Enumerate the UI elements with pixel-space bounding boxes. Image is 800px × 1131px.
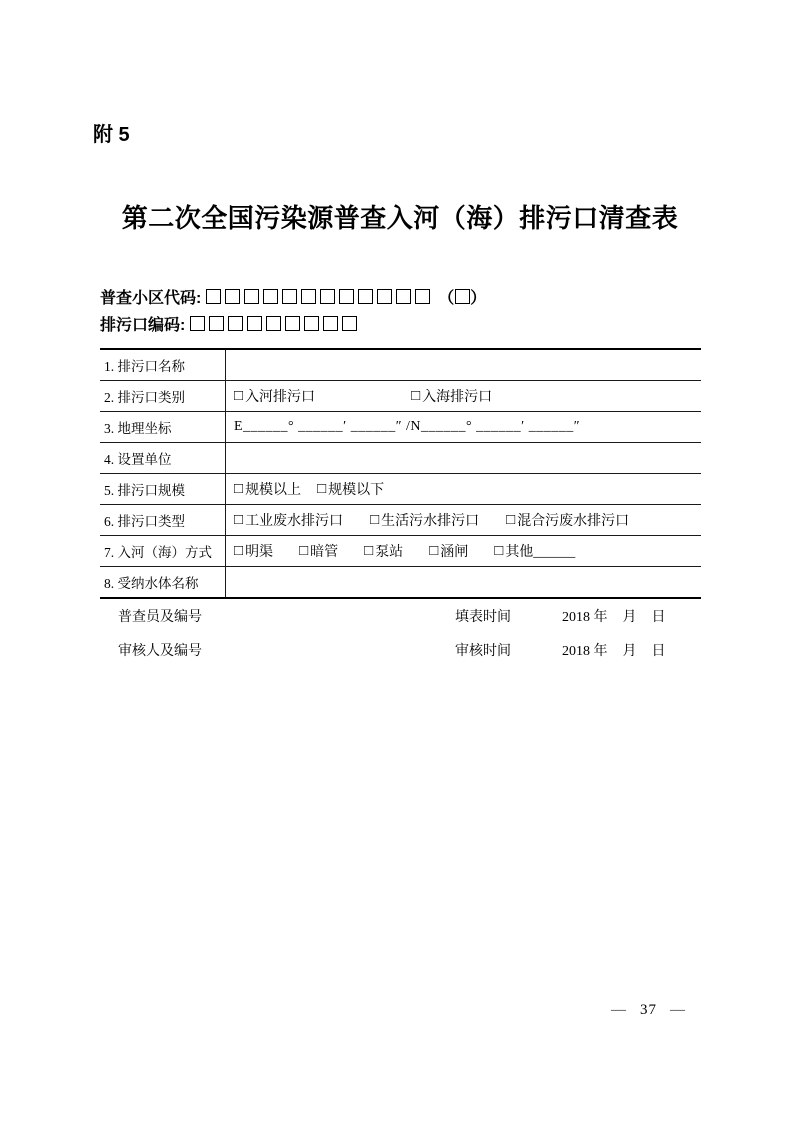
outfall-code-label: 排污口编码:: [100, 317, 186, 334]
paren-open: （: [438, 290, 455, 307]
row-value-cell[interactable]: [226, 350, 701, 380]
checkbox-icon[interactable]: □: [234, 480, 244, 497]
table-row: [100, 443, 701, 474]
census-area-code-label: 普查小区代码:: [100, 290, 202, 307]
review-year-text: 2018 年: [562, 644, 608, 659]
code-box[interactable]: [263, 289, 278, 304]
table-row: [100, 350, 701, 381]
code-box[interactable]: [301, 289, 316, 304]
footer-row-surveyor: [0, 606, 800, 626]
page-number: [611, 1002, 686, 1019]
check-digit-box: [454, 290, 470, 307]
form-title: 第二次全国污染源普查入河（海）排污口清查表: [121, 203, 679, 233]
form-table: [100, 348, 701, 599]
checkbox-option[interactable]: [494, 541, 575, 561]
option-label: 规模以上: [245, 483, 302, 498]
checkbox-icon[interactable]: □: [234, 542, 244, 559]
row-label: 6. 排污口类型: [100, 505, 226, 535]
checkbox-icon[interactable]: □: [370, 511, 380, 528]
page-number-dash-right: —: [670, 1002, 686, 1018]
option-label: 涵闸: [440, 545, 469, 560]
outfall-code-line: [100, 312, 486, 339]
review-date: [562, 640, 666, 660]
code-box[interactable]: [247, 316, 262, 331]
code-box[interactable]: [320, 289, 335, 304]
option-label: 入河排污口: [245, 390, 316, 405]
option-label: 泵站: [375, 545, 404, 560]
checkbox-option[interactable]: [506, 510, 629, 530]
fill-year-text: 2018 年: [562, 610, 608, 625]
review-time-label: 审核时间: [455, 644, 511, 659]
checkbox-option[interactable]: [364, 541, 403, 561]
checkbox-icon[interactable]: □: [411, 387, 421, 404]
review-day-text: 日: [651, 644, 666, 659]
row-label: 7. 入河（海）方式: [100, 536, 226, 566]
checkbox-icon[interactable]: □: [317, 480, 327, 497]
checkbox-icon[interactable]: □: [429, 542, 439, 559]
checkbox-option[interactable]: [234, 479, 301, 499]
code-box[interactable]: [209, 316, 224, 331]
page-number-value: 37: [640, 1002, 657, 1018]
row-value-cell[interactable]: [226, 536, 701, 566]
row-value-cell[interactable]: [226, 567, 701, 597]
option-label: 暗管: [310, 545, 339, 560]
row-label: 2. 排污口类别: [100, 381, 226, 411]
option-label: 规模以下: [328, 483, 385, 498]
code-box[interactable]: [342, 316, 357, 331]
row-value-cell[interactable]: [226, 505, 701, 535]
row-value-cell[interactable]: [226, 443, 701, 473]
row-label: 8. 受纳水体名称: [100, 567, 226, 597]
code-box[interactable]: [244, 289, 259, 304]
checkbox-icon[interactable]: □: [494, 542, 504, 559]
row-label: 5. 排污口规模: [100, 474, 226, 504]
footer-row-reviewer: [0, 640, 800, 660]
option-label: 其他______: [505, 545, 576, 560]
table-row: [100, 536, 701, 567]
census-area-code-boxes: [206, 290, 434, 307]
code-box[interactable]: [396, 289, 411, 304]
checkbox-option[interactable]: [411, 386, 492, 406]
checkbox-icon[interactable]: □: [234, 511, 244, 528]
table-row: [100, 474, 701, 505]
checkbox-option[interactable]: [429, 541, 468, 561]
fill-time-label: 填表时间: [455, 610, 511, 625]
checkbox-icon[interactable]: □: [299, 542, 309, 559]
outfall-code-boxes: [190, 317, 361, 334]
checkbox-option[interactable]: [317, 479, 384, 499]
row-label: 4. 设置单位: [100, 443, 226, 473]
code-box[interactable]: [377, 289, 392, 304]
checkbox-option[interactable]: [299, 541, 338, 561]
option-label: 混合污废水排污口: [517, 514, 630, 529]
code-box[interactable]: [323, 316, 338, 331]
page-number-dash-left: —: [611, 1002, 627, 1018]
checkbox-icon[interactable]: □: [234, 387, 244, 404]
table-row: [100, 412, 701, 443]
surveyor-label: 普查员及编号: [118, 610, 202, 625]
checkbox-option[interactable]: [234, 541, 273, 561]
code-box[interactable]: [282, 289, 297, 304]
attachment-label: 附 5: [93, 124, 130, 146]
code-box[interactable]: [358, 289, 373, 304]
table-row: [100, 505, 701, 536]
paren-close: ）: [470, 290, 487, 307]
code-box[interactable]: [339, 289, 354, 304]
code-box[interactable]: [285, 316, 300, 331]
code-box[interactable]: [190, 316, 205, 331]
row-value-cell[interactable]: [226, 474, 701, 504]
code-box[interactable]: [266, 316, 281, 331]
row-value-cell[interactable]: E______° ______′ ______″ /N______° ______′ ______″: [234, 419, 581, 434]
option-label: 工业废水排污口: [245, 514, 344, 529]
reviewer-label: 审核人及编号: [118, 644, 202, 659]
table-row: [100, 381, 701, 412]
code-box[interactable]: [228, 316, 243, 331]
fill-day-text: 日: [651, 610, 666, 625]
checkbox-option[interactable]: [370, 510, 479, 530]
option-label: 入海排污口: [422, 390, 493, 405]
checkbox-option[interactable]: [234, 510, 343, 530]
fill-month-text: 月: [622, 610, 637, 625]
table-row: [100, 567, 701, 597]
row-label: 1. 排污口名称: [100, 350, 226, 380]
census-area-code-line: [100, 285, 486, 312]
row-value-cell[interactable]: [226, 381, 701, 411]
code-box[interactable]: [225, 289, 240, 304]
code-box[interactable]: [206, 289, 221, 304]
code-box[interactable]: [415, 289, 430, 304]
row-label: 3. 地理坐标: [100, 412, 226, 442]
code-section: [100, 285, 486, 339]
option-label: 明渠: [245, 545, 274, 560]
checkbox-option[interactable]: [234, 386, 315, 406]
fill-date: [562, 606, 666, 626]
code-box[interactable]: [455, 289, 470, 304]
review-month-text: 月: [622, 644, 637, 659]
checkbox-icon[interactable]: □: [364, 542, 374, 559]
checkbox-icon[interactable]: □: [506, 511, 516, 528]
option-label: 生活污水排污口: [381, 514, 480, 529]
code-box[interactable]: [304, 316, 319, 331]
